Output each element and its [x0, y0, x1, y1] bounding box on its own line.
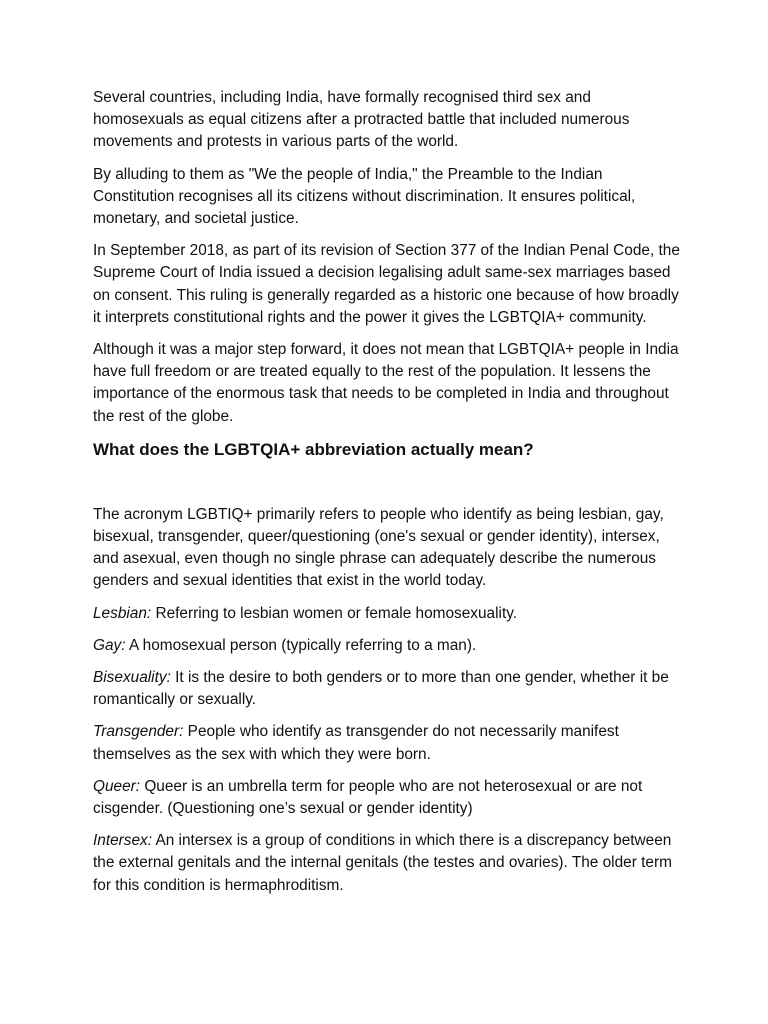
- definition-transgender: [93, 721, 685, 765]
- definition-term: Lesbian:: [93, 604, 152, 622]
- definition-text: People who identify as transgender do not necessarily manifest themselves as the sex with which they were born.: [93, 723, 619, 763]
- definition-text: A homosexual person (typically referring to a man).: [125, 636, 477, 654]
- definition-term: Intersex:: [93, 832, 153, 850]
- intro-paragraph-4: Although it was a major step forward, it does not mean that LGBTQIA+ people in India have full freedom or are treated equally to the rest of the population. It lessens the importance of the enormous task that needs to be completed in India and throughout the rest of the globe.: [93, 341, 679, 425]
- definition-queer: [93, 776, 685, 820]
- definition-text: It is the desire to both genders or to more than one gender, whether it be romantically or sexually.: [93, 669, 669, 709]
- definition-intersex: [93, 830, 685, 897]
- definition-gay: [93, 635, 685, 657]
- definition-bisexuality: [93, 667, 685, 711]
- definition-lesbian: [93, 603, 685, 625]
- definition-term: Queer:: [93, 777, 141, 795]
- acronym-paragraph: The acronym LGBTIQ+ primarily refers to people who identify as being lesbian, gay, bisexual, transgender, queer/questioning (one's sexual or gender identity), intersex, and asexual, even though no single phrase can adequately describe the numerous genders and sexual identities that exist in the world today.: [93, 505, 664, 590]
- intro-paragraph-1: Several countries, including India, have formally recognised third sex and homosexuals as equal citizens after a protracted battle that included numerous movements and protests in various parts of the world.: [93, 89, 630, 151]
- intro-paragraph-2: By alluding to them as "We the people of India," the Preamble to the Indian Constitution recognises all its citizens without discrimination. It ensures political, monetary, and societal justice.: [93, 165, 636, 228]
- document-page: [93, 87, 685, 907]
- definition-term: Bisexuality:: [93, 669, 171, 687]
- section-heading: What does the LGBTQIA+ abbreviation actually mean?: [93, 439, 534, 459]
- definition-term: Gay:: [93, 636, 126, 654]
- definition-text: An intersex is a group of conditions in which there is a discrepancy between the external genitals and the internal genitals (the testes and ovaries). The older term for this condition is hermaphroditism.: [93, 832, 672, 894]
- definition-text: Queer is an umbrella term for people who are not heterosexual or are not cisgender. (Questioning one’s sexual or gender identity): [93, 777, 643, 818]
- definition-text: Referring to lesbian women or female homosexuality.: [151, 604, 518, 622]
- intro-paragraph-3: In September 2018, as part of its revision of Section 377 of the Indian Penal Code, the Supreme Court of India issued a decision legalising adult same-sex marriages based on consent. This ruling is generally regarded as a historic one because of how broadly it interprets constitutional rights and the power it gives the LGBTQIA+ community.: [93, 242, 680, 326]
- definition-term: Transgender:: [93, 723, 184, 741]
